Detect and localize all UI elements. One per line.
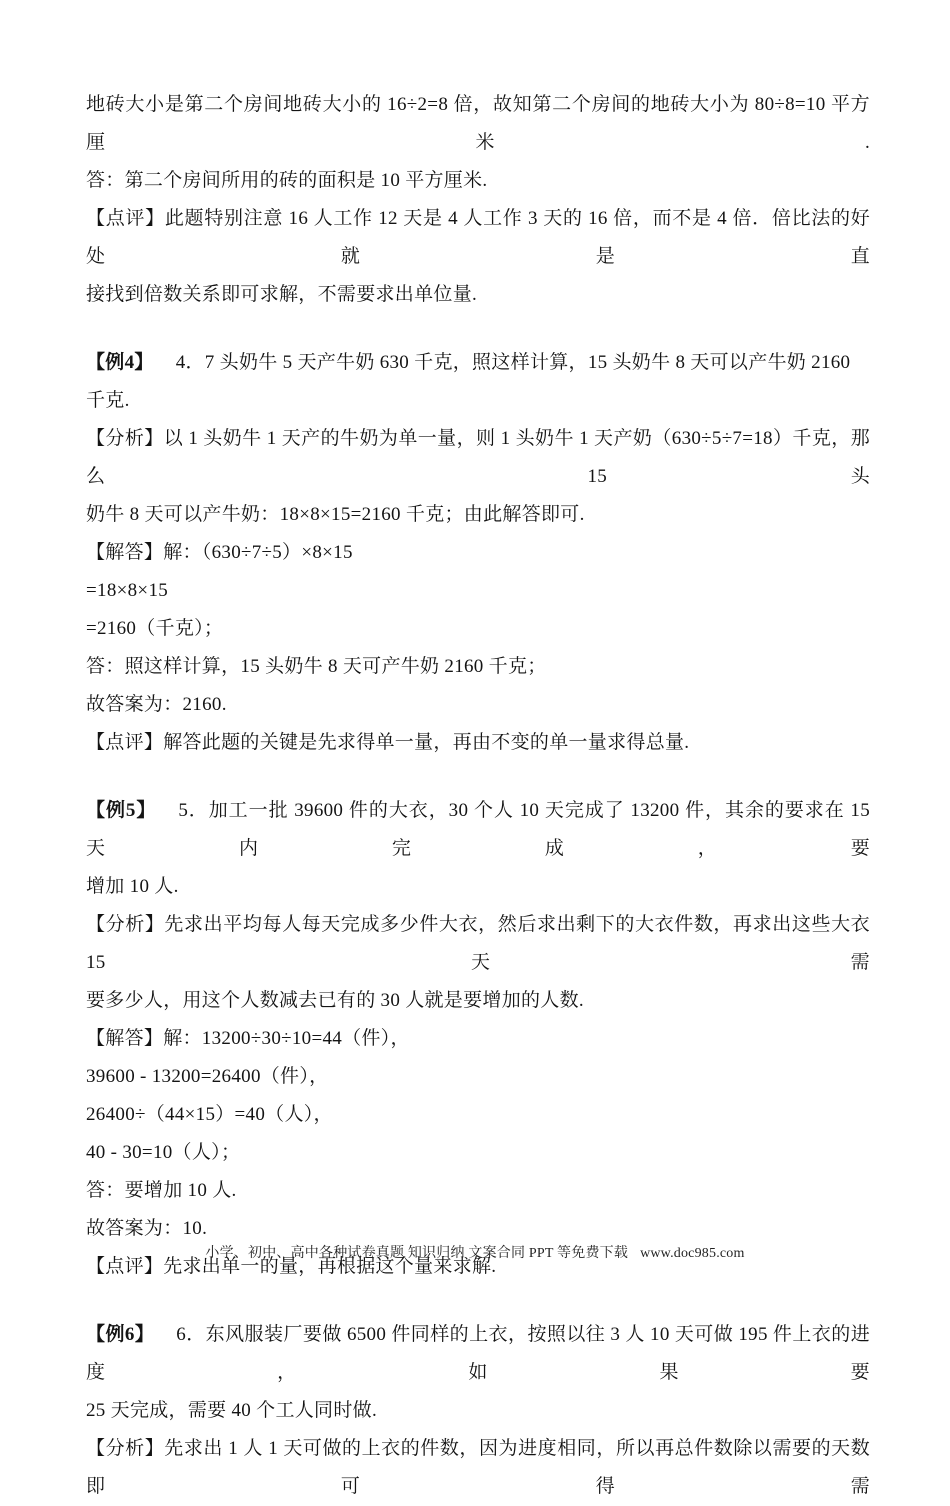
intro-comment-line-2: 接找到倍数关系即可求解，不需要求出单位量. [86, 284, 478, 305]
example4-solution-line-2: =18×8×15 [86, 580, 169, 601]
example4-comment-line: 【点评】解答此题的关键是先求得单一量，再由不变的单一量求得总量. [86, 732, 690, 753]
footer-site-url: www.doc985.com [640, 1246, 745, 1261]
example-5 [86, 792, 870, 1286]
example5-problem-continuation: 增加 10 人. [86, 876, 179, 897]
example6-problem: 6．东风服装厂要做 6500 件同样的上衣，按照以往 3 人 10 天可做 195 件上衣的进度，如果要 [86, 1324, 871, 1383]
example-6 [86, 1316, 870, 1506]
example5-solution-line-3: 26400÷（44×15）=40（人）， [86, 1104, 333, 1125]
intro-comment-line-1: 【点评】此题特别注意 16 人工作 12 天是 4 人工作 3 天的 16 倍，而不是 4 倍．倍比法的好处就是直 [86, 208, 870, 267]
example5-final-answer-line: 故答案为：10. [86, 1218, 208, 1239]
example5-label: 【例5】 [86, 800, 157, 821]
example4-heading [86, 344, 870, 420]
example4-analysis-line-1: 【分析】以 1 头奶牛 1 天产的牛奶为单一量，则 1 头奶牛 1 天产奶（630÷5÷7=18）千克，那么 15 头 [86, 428, 870, 487]
example4-final-answer-line: 故答案为：2160. [86, 694, 227, 715]
example4-answer-line: 答：照这样计算，15 头奶牛 8 天可产牛奶 2160 千克； [86, 656, 547, 677]
example5-analysis-line-1: 【分析】先求出平均每人每天完成多少件大衣，然后求出剩下的大衣件数，再求出这些大衣 15 天需 [86, 914, 870, 973]
example5-comment-line: 【点评】先求出单一的量，再根据这个量来求解. [86, 1256, 497, 1277]
example-4 [86, 344, 870, 762]
page-footer [0, 1244, 950, 1264]
example4-solution-line-3: =2160（千克）； [86, 618, 224, 639]
example4-solution-line-1: 【解答】解：（630÷7÷5）×8×15 [86, 542, 353, 563]
example5-heading [86, 792, 870, 868]
intro-line-1: 地砖大小是第二个房间地砖大小的 16÷2=8 倍，故知第二个房间的地砖大小为 80÷8=10 平方厘米. [86, 94, 870, 153]
example6-analysis-line-1: 【分析】先求出 1 人 1 天可做的上衣的件数，因为进度相同，所以再总件数除以需要的天数即可得需 [86, 1438, 870, 1497]
example6-problem-continuation: 25 天完成，需要 40 个工人同时做. [86, 1400, 378, 1421]
example6-heading [86, 1316, 870, 1392]
example4-analysis-line-2: 奶牛 8 天可以产牛奶：18×8×15=2160 千克；由此解答即可. [86, 504, 585, 525]
example4-problem: 4．7 头奶牛 5 天产牛奶 630 千克，照这样计算，15 头奶牛 8 天可以产牛奶 2160 千克. [86, 352, 851, 411]
intro-answer-line: 答：第二个房间所用的砖的面积是 10 平方厘米. [86, 170, 488, 191]
example5-solution-line-2: 39600 - 13200=26400（件）， [86, 1066, 329, 1087]
example5-solution-line-1: 【解答】解：13200÷30÷10=44（件）， [86, 1028, 410, 1049]
example4-label: 【例4】 [86, 352, 154, 373]
example5-problem: 5．加工一批 39600 件的大衣，30 个人 10 天完成了 13200 件，其余的要求在 15 天内完成，要 [86, 800, 871, 859]
example5-solution-line-4: 40 - 30=10（人）； [86, 1142, 241, 1163]
example5-answer-line: 答：要增加 10 人. [86, 1180, 237, 1201]
example5-analysis-line-2: 要多少人，用这个人数减去已有的 30 人就是要增加的人数. [86, 990, 584, 1011]
footer-text: 小学、初中、高中各种试卷真题 知识归纳 文案合同 PPT 等免费下载 [205, 1246, 629, 1261]
example6-label: 【例6】 [86, 1324, 155, 1345]
